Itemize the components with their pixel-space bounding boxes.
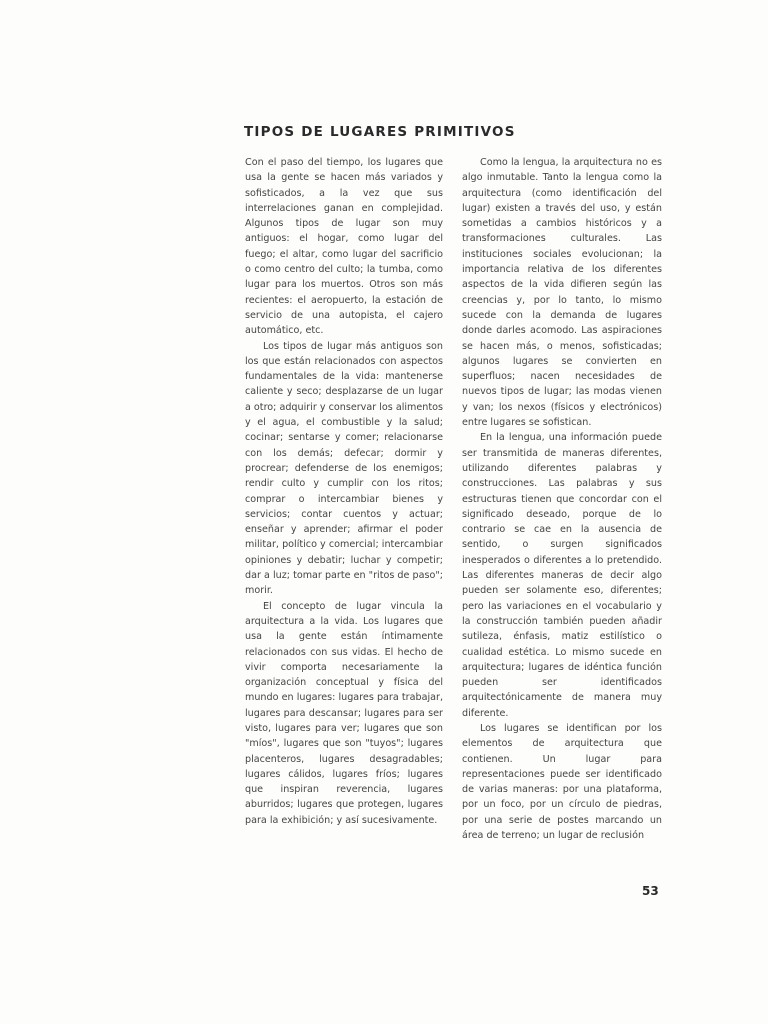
section-heading: TIPOS DE LUGARES PRIMITIVOS — [244, 124, 516, 140]
paragraph: Como la lengua, la arquitectura no es algo inmutable. Tanto la lengua como la arquitectura (como identificación del lugar) existen a través del uso, y están sometidas a cambios históricos y a transformaciones culturales. Las instituciones sociales evolucionan; la importancia relativa de los diferentes aspectos de la vida difieren según las creencias y, por lo tanto, lo mismo sucede con la demanda de lugares donde darles acomodo. Las aspiraciones se hacen más, o menos, sofisticadas; algunos lugares se convierten en superfluos; nacen necesidades de nuevos tipos de lugar; las modas vienen y van; los nexos (físicos y electrónicos) entre lugares se sofistican. — [462, 157, 662, 429]
text-column-left — [245, 155, 443, 828]
text-column-right — [462, 155, 662, 843]
page-number: 53 — [642, 884, 659, 898]
paragraph: En la lengua, una información puede ser transmitida de maneras diferentes, utilizando diferentes palabras y construcciones. Las palabras y sus estructuras tienen que concordar con el significado deseado, porque de lo contrario se cae en la ausencia de sentido, o surgen significados inesperados o diferentes a lo pretendido. Las diferentes maneras de decir algo pueden ser solamente eso, diferentes; pero las variaciones en el vocabulario y la construcción también pueden añadir sutileza, énfasis, matiz estilístico o cualidad estética. Lo mismo sucede en arquitectura; lugares de idéntica función pueden ser identificados arquitectónicamente de manera muy diferente. — [462, 432, 662, 719]
paragraph: El concepto de lugar vincula la arquitectura a la vida. Los lugares que usa la gente están íntimamente relacionados con sus vidas. El hecho de vivir comporta necesariamente la organización conceptual y física del mundo en lugares: lugares para trabajar, lugares para descansar; lugares para ser visto, lugares para ver; lugares que son "míos", lugares que son "tuyos"; lugares placenteros, lugares desagradables; lugares cálidos, lugares fríos; lugares que inspiran reverencia, lugares aburridos; lugares que protegen, lugares para la exhibición; y así sucesivamente. — [245, 600, 443, 826]
paragraph: Los lugares se identifican por los elementos de arquitectura que contienen. Un lugar para representaciones puede ser identificado de varias maneras: por una plataforma, por un foco, por un círculo de piedras, por una serie de postes marcando un área de terreno; un lugar de reclusión — [462, 722, 662, 842]
paragraph: Los tipos de lugar más antiguos son los que están relacionados con aspectos fundamentales de la vida: mantenerse caliente y seco; desplazarse de un lugar a otro; adquirir y conservar los alimentos y el agua, el combustible y la salud; cocinar; sentarse y comer; relacionarse con los demás; defecar; dormir y procrear; defenderse de los enemigos; rendir culto y cumplir con los ritos; comprar o intercambiar bienes y servicios; contar cuentos y actuar; enseñar y aprender; afirmar el poder militar, político y comercial; intercambiar opiniones y debatir; luchar y competir; dar a luz; tomar parte en "ritos de paso"; morir. — [245, 340, 443, 597]
paragraph: Con el paso del tiempo, los lugares que usa la gente se hacen más variados y sofisticados, a la vez que sus interrelaciones ganan en complejidad. Algunos tipos de lugar son muy antiguos: el hogar, como lugar del fuego; el altar, como lugar del sacrificio o como centro del culto; la tumba, como lugar para los muertos. Otros son más recientes: el aeropuerto, la estación de servicio de una autopista, el cajero automático, etc. — [245, 157, 443, 337]
